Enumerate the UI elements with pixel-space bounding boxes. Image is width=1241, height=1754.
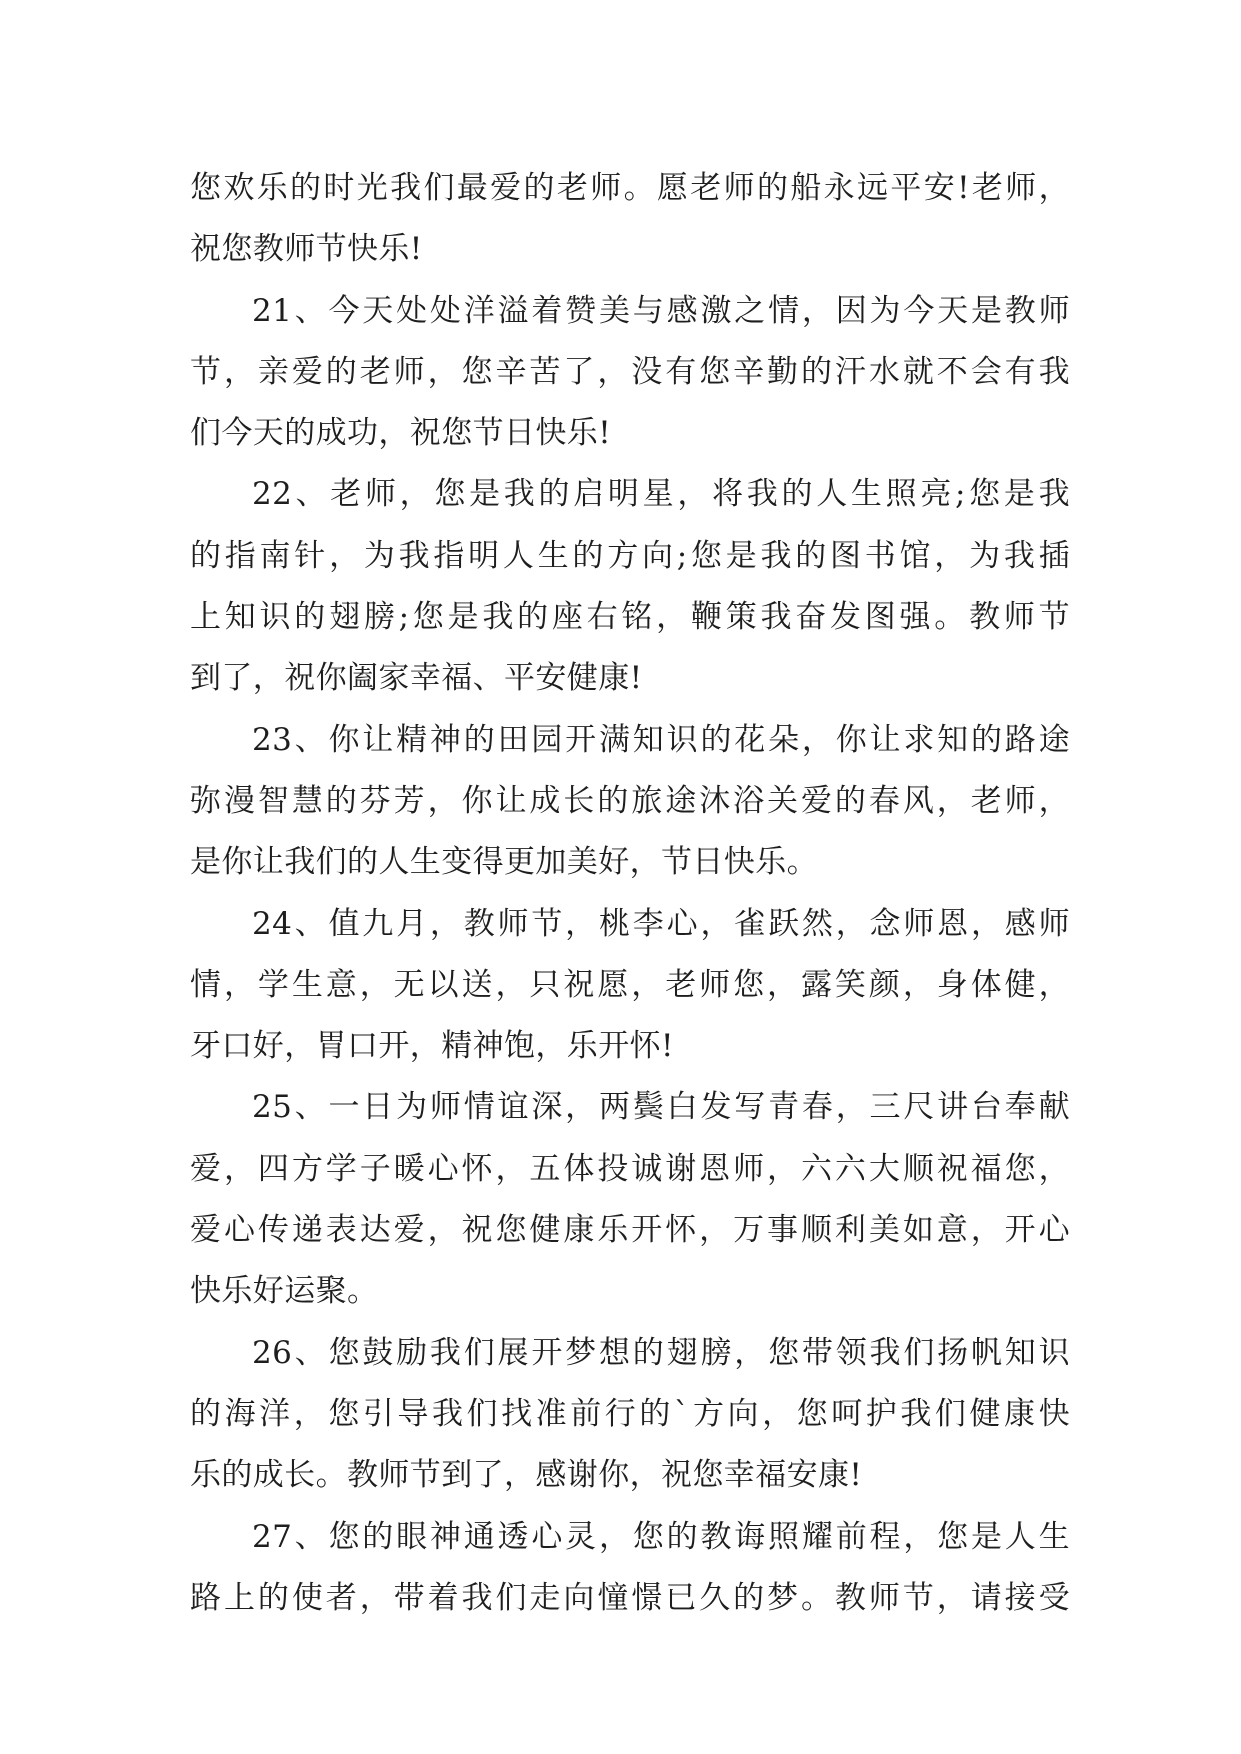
text-line: 25、一日为师情谊深，两鬓白发写青春，三尺讲台奉献 (252, 1089, 1070, 1126)
text-line: 21、今天处处洋溢着赞美与感激之情，因为今天是教师 (252, 292, 1070, 329)
text-line: 爱心传递表达爱，祝您健康乐开怀，万事顺利美如意，开心 (190, 1212, 1070, 1249)
text-line: 祝您教师节快乐! (190, 231, 423, 268)
text-line: 24、值九月，教师节，桃李心，雀跃然，念师恩，感师 (252, 905, 1070, 942)
text-line: 23、你让精神的田园开满知识的花朵，你让求知的路途 (252, 721, 1070, 758)
text-line: 27、您的眼神通透心灵，您的教诲照耀前程，您是人生 (252, 1518, 1070, 1555)
text-line: 路上的使者，带着我们走向憧憬已久的梦。教师节，请接受 (190, 1579, 1070, 1616)
text-line: 乐的成长。教师节到了，感谢你，祝您幸福安康! (190, 1457, 863, 1494)
text-line: 弥漫智慧的芬芳，你让成长的旅途沐浴关爱的春风，老师， (190, 782, 1070, 819)
text-line: 26、您鼓励我们展开梦想的翅膀，您带领我们扬帆知识 (252, 1334, 1070, 1371)
text-line: 您欢乐的时光我们最爱的老师。愿老师的船永远平安!老师， (190, 170, 1070, 206)
text-line: 快乐好运聚。 (190, 1273, 379, 1310)
document-body (190, 158, 1070, 1629)
text-line: 是你让我们的人生变得更加美好，节日快乐。 (190, 844, 818, 881)
text-line: 节，亲爱的老师，您辛苦了，没有您辛勤的汗水就不会有我 (190, 353, 1070, 390)
text-line: 牙口好，胃口开，精神饱，乐开怀! (190, 1028, 674, 1065)
text-line: 22、老师，您是我的启明星，将我的人生照亮;您是我 (252, 476, 1070, 513)
text-line: 的指南针，为我指明人生的方向;您是我的图书馆，为我插 (190, 537, 1070, 574)
text-line: 的海洋，您引导我们找准前行的`方向，您呵护我们健康快 (190, 1395, 1070, 1432)
text-line: 到了，祝你阖家幸福、平安健康! (190, 660, 643, 697)
text-line: 上知识的翅膀;您是我的座右铭，鞭策我奋发图强。教师节 (190, 599, 1070, 636)
text-line: 情，学生意，无以送，只祝愿，老师您，露笑颜，身体健， (190, 966, 1070, 1003)
text-line: 爱，四方学子暖心怀，五体投诚谢恩师，六六大顺祝福您， (190, 1150, 1070, 1187)
text-line: 们今天的成功，祝您节日快乐! (190, 415, 612, 452)
